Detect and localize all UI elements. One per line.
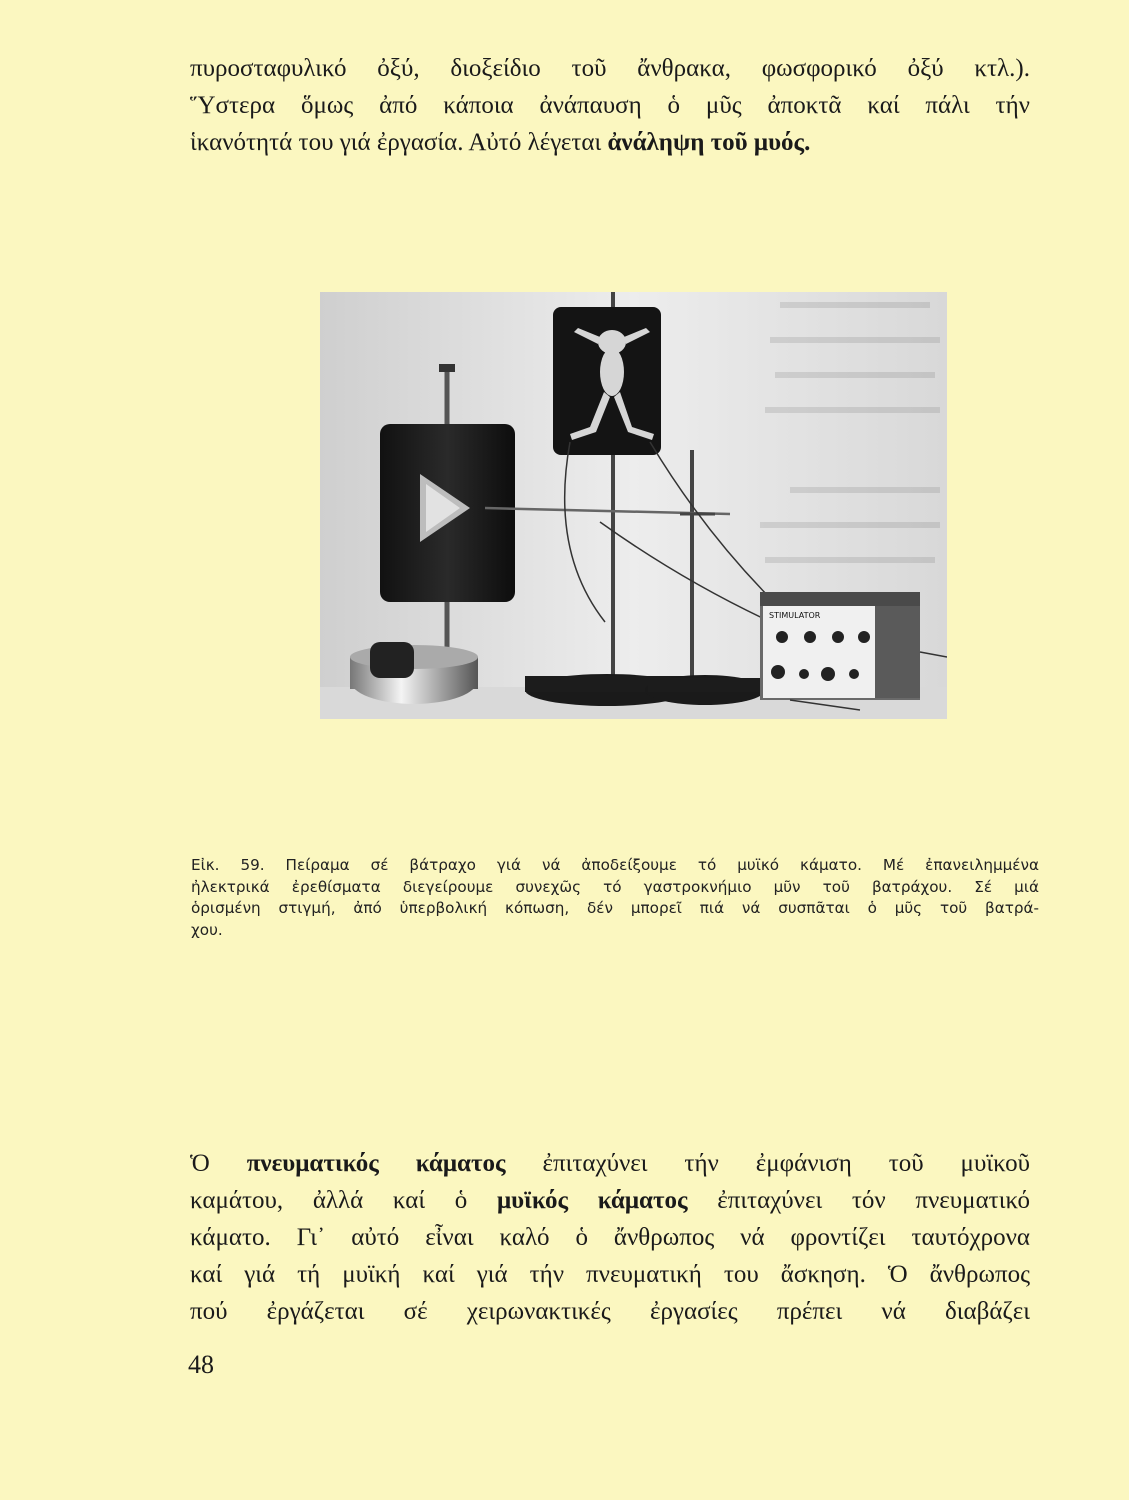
experiment-apparatus-illustration — [320, 292, 947, 719]
figure-caption — [191, 855, 1039, 941]
text-line — [190, 1145, 1030, 1182]
text-line — [190, 1182, 1030, 1219]
caption-line: χου. — [191, 920, 223, 939]
text-line: πυροσταφυλικό ὀξύ, διοξείδιο τοῦ ἄνθρακα, φωσφορικό ὀξύ κτλ.). — [190, 55, 1030, 82]
caption-line: Εἰκ. 59. Πείραμα σέ βάτραχο γιά νά ἀποδείξουμε τό μυϊκό κάματο. Μέ ἐπανειλημμένα — [191, 856, 1039, 874]
text-run: ἐπιταχύνει τήν ἐμφάνιση τοῦ μυϊκοῦ — [505, 1150, 1030, 1177]
body-paragraph-top — [190, 50, 1030, 161]
body-paragraph-bottom — [190, 1145, 1030, 1330]
page-number: 48 — [188, 1350, 214, 1379]
text-run: ἱκανότητά του γιά ἐργασία. Αὐτό λέγεται — [190, 129, 608, 156]
text-line: πού ἐργάζεται σέ χειρωνακτικές ἐργασίες πρέπει νά διαβάζει — [190, 1298, 1030, 1325]
bold-term-mental-fatigue: πνευματικός κάματος — [246, 1150, 506, 1177]
text-run: ἐπιταχύνει τόν πνευματικό — [687, 1187, 1030, 1214]
stimulator-label: STIMULATOR — [769, 611, 821, 620]
bold-term-recovery: ἀνάληψη τοῦ μυός. — [607, 129, 811, 156]
bold-term-muscle-fatigue: μυϊκός κάματος — [496, 1187, 688, 1214]
text-line: καί γιά τή μυϊκή καί γιά τήν πνευματική του ἄσκηση. Ὁ ἄνθρωπος — [190, 1261, 1030, 1288]
text-line: Ὕστερα ὅμως ἀπό κάποια ἀνάπαυση ὁ μῦς ἀποκτᾶ καί πάλι τήν — [190, 92, 1030, 119]
caption-line: ἠλεκτρικά ἐρεθίσματα διεγείρουμε συνεχῶς τό γαστροκνήμιο μῦν τοῦ βατράχου. Σέ μιά — [191, 877, 1039, 896]
text-line — [190, 124, 1030, 161]
text-line: κάματο. Γι᾽ αὐτό εἶναι καλό ὁ ἄνθρωπος νά φροντίζει ταυτόχρονα — [190, 1224, 1030, 1251]
caption-line: ὁρισμένη στιγμή, ἀπό ὑπερβολική κόπωση, δέν μπορεῖ πιά νά συσπᾶται ὁ μῦς τοῦ βατρά- — [191, 899, 1039, 917]
text-run: Ὁ — [190, 1150, 247, 1177]
text-run: καμάτου, ἀλλά καί ὁ — [190, 1187, 497, 1214]
figure-photo — [320, 292, 947, 719]
